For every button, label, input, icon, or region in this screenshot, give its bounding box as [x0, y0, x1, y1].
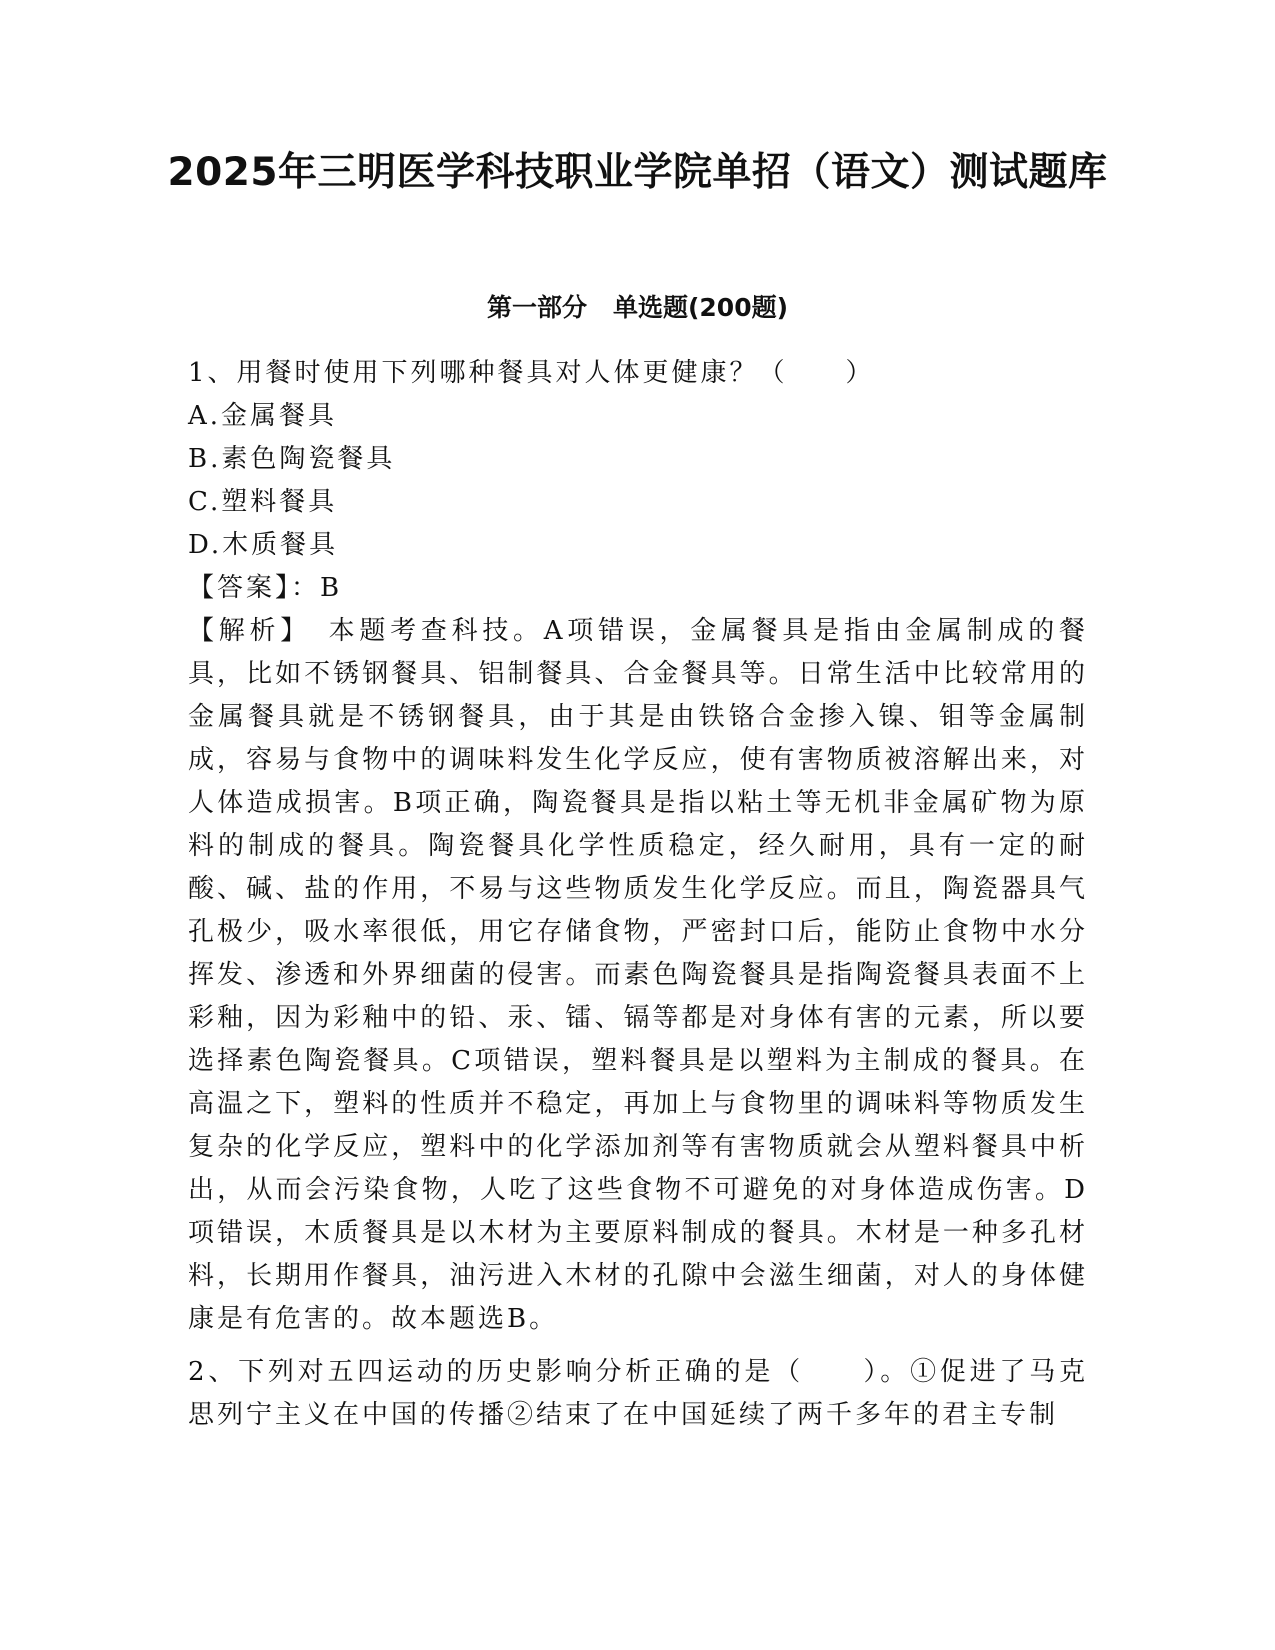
question-1 [188, 352, 1088, 1341]
option-a: A.金属餐具 [188, 401, 338, 431]
document-title: 2025年三明医学科技职业学院单招（语文）测试题库 [167, 150, 1108, 195]
question-stem: 2、下列对五四运动的历史影响分析正确的是（ ）。①促进了马克思列宁主义在中国的传播②结束了在中国延续了两千多年的君主专制 [188, 1357, 1088, 1430]
answer-line: 【答案】：B [188, 573, 343, 603]
option-b: B.素色陶瓷餐具 [188, 444, 396, 474]
section-part: 第一部分 [486, 293, 587, 322]
question-2 [188, 1351, 1088, 1437]
option-c: C.塑料餐具 [188, 487, 338, 517]
question-list [188, 352, 1088, 1437]
section-heading [0, 290, 1275, 326]
option-d: D.木质餐具 [188, 530, 339, 560]
section-name: 单选题(200题) [612, 293, 789, 322]
analysis-paragraph: 【解析】 本题考查科技。A项错误，金属餐具是指由金属制成的餐具，比如不锈钢餐具、铝制餐具、合金餐具等。日常生活中比较常用的金属餐具就是不锈钢餐具，由于其是由铁铬合金掺入镍、钼等金属制成，容易与食物中的调味料发生化学反应，使有害物质被溶解出来，对人体造成损害。B项正确，陶瓷餐具是指以粘土等无机非金属矿物为原料的制成的餐具。陶瓷餐具化学性质稳定，经久耐用，具有一定的耐酸、碱、盐的作用，不易与这些物质发生化学反应。而且，陶瓷器具气孔极少，吸水率很低，用它存储食物，严密封口后，能防止食物中水分挥发、渗透和外界细菌的侵害。而素色陶瓷餐具是指陶瓷餐具表面不上彩釉，因为彩釉中的铅、汞、镭、镉等都是对身体有害的元素，所以要选择素色陶瓷餐具。C项错误，塑料餐具是以塑料为主制成的餐具。在高温之下，塑料的性质并不稳定，再加上与食物里的调味料等物质发生复杂的化学反应，塑料中的化学添加剂等有害物质就会从塑料餐具中析出，从而会污染食物，人吃了这些食物不可避免的对身体造成伤害。D项错误，木质餐具是以木材为主要原料制成的餐具。木材是一种多孔材料，长期用作餐具，油污进入木材的孔隙中会滋生细菌，对人的身体健康是有危害的。故本题选B。 [188, 616, 1088, 1334]
question-stem: 1、用餐时使用下列哪种餐具对人体更健康？（ ） [188, 358, 875, 388]
